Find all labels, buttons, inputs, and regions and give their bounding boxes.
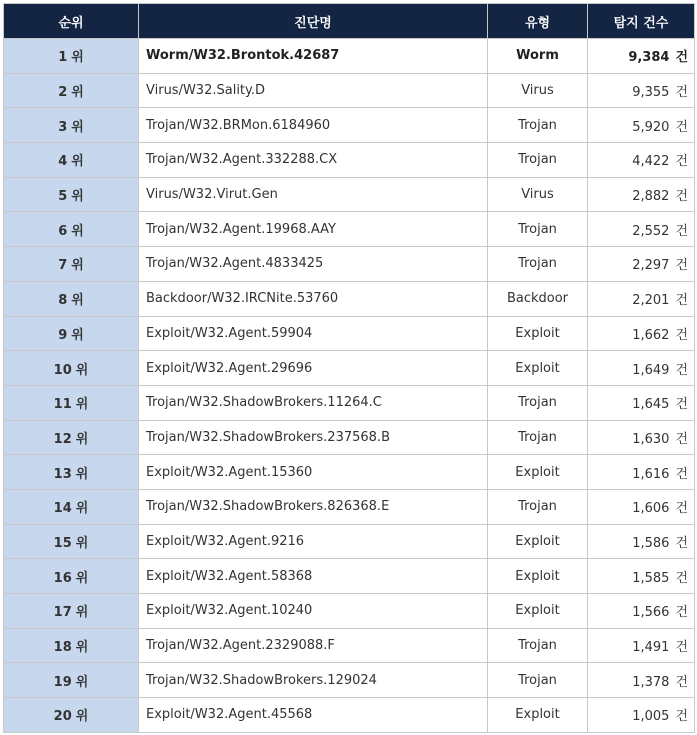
rank-suffix: 위 [71, 327, 84, 343]
rank-cell [4, 559, 139, 594]
table-row [4, 594, 695, 629]
rank-number: 3 [58, 119, 68, 135]
rank-suffix: 위 [75, 709, 89, 725]
rank-number: 5 [58, 189, 68, 205]
detection-ranking-table [3, 3, 695, 733]
rank-suffix: 위 [75, 674, 89, 690]
detection-count-cell [588, 177, 695, 212]
table-row [4, 351, 695, 386]
count-value: 5,920 [632, 119, 670, 135]
malware-type-cell: Trojan [488, 143, 588, 178]
detection-name-cell: Trojan/W32.ShadowBrokers.11264.C [139, 385, 488, 420]
rank-number: 15 [53, 535, 72, 551]
count-unit: 건 [675, 674, 688, 690]
rank-cell [4, 177, 139, 212]
table-header [4, 4, 695, 39]
malware-type-cell: Trojan [488, 108, 588, 143]
table-row [4, 177, 695, 212]
rank-number: 20 [53, 709, 72, 725]
table-row [4, 247, 695, 282]
rank-number: 17 [53, 605, 72, 621]
rank-suffix: 위 [71, 189, 84, 205]
rank-number: 13 [53, 466, 72, 482]
header-rank: 순위 [4, 4, 139, 39]
rank-number: 4 [58, 154, 68, 170]
detection-count-cell [588, 524, 695, 559]
table-row [4, 212, 695, 247]
rank-suffix: 위 [71, 85, 84, 101]
count-unit: 건 [675, 50, 688, 66]
detection-name-cell: Trojan/W32.Agent.332288.CX [139, 143, 488, 178]
detection-name-cell: Trojan/W32.Agent.4833425 [139, 247, 488, 282]
count-value: 4,422 [632, 154, 670, 170]
rank-cell [4, 281, 139, 316]
count-unit: 건 [675, 258, 688, 274]
table-row [4, 420, 695, 455]
malware-type-cell: Exploit [488, 524, 588, 559]
count-value: 9,355 [632, 85, 670, 101]
rank-number: 1 [58, 50, 68, 66]
detection-name-cell: Virus/W32.Sality.D [139, 73, 488, 108]
count-unit: 건 [675, 154, 688, 170]
detection-name-cell: Trojan/W32.BRMon.6184960 [139, 108, 488, 143]
detection-count-cell [588, 143, 695, 178]
detection-name-cell: Exploit/W32.Agent.45568 [139, 698, 488, 733]
detection-count-cell [588, 420, 695, 455]
header-type: 유형 [488, 4, 588, 39]
rank-cell [4, 351, 139, 386]
rank-suffix: 위 [75, 501, 89, 517]
detection-count-cell [588, 385, 695, 420]
rank-cell [4, 247, 139, 282]
rank-suffix: 위 [75, 362, 89, 378]
rank-number: 6 [58, 223, 68, 239]
count-unit: 건 [675, 501, 688, 517]
rank-suffix: 위 [71, 223, 84, 239]
count-value: 9,384 [628, 50, 670, 66]
detection-name-cell: Trojan/W32.Agent.19968.AAY [139, 212, 488, 247]
count-value: 1,662 [632, 327, 670, 343]
malware-type-cell: Exploit [488, 455, 588, 490]
detection-name-cell: Exploit/W32.Agent.29696 [139, 351, 488, 386]
count-value: 1,005 [632, 709, 670, 725]
count-value: 1,491 [632, 640, 670, 656]
table-row [4, 143, 695, 178]
detection-name-cell: Trojan/W32.ShadowBrokers.237568.B [139, 420, 488, 455]
count-unit: 건 [675, 570, 688, 586]
header-count: 탐지 건수 [588, 4, 695, 39]
count-value: 1,616 [632, 466, 670, 482]
detection-count-cell [588, 698, 695, 733]
detection-name-cell: Exploit/W32.Agent.58368 [139, 559, 488, 594]
table-row [4, 316, 695, 351]
rank-number: 10 [53, 362, 72, 378]
detection-name-cell: Trojan/W32.ShadowBrokers.129024 [139, 663, 488, 698]
count-unit: 건 [675, 535, 688, 551]
rank-cell [4, 455, 139, 490]
rank-number: 12 [53, 431, 72, 447]
rank-cell [4, 316, 139, 351]
table-row [4, 663, 695, 698]
table-row [4, 281, 695, 316]
malware-type-cell: Backdoor [488, 281, 588, 316]
header-row [4, 4, 695, 39]
rank-suffix: 위 [71, 258, 84, 274]
rank-suffix: 위 [75, 466, 89, 482]
count-value: 2,882 [632, 189, 670, 205]
table-body [4, 39, 695, 733]
rank-suffix: 위 [71, 154, 84, 170]
rank-cell [4, 489, 139, 524]
rank-number: 9 [58, 327, 68, 343]
detection-name-cell: Virus/W32.Virut.Gen [139, 177, 488, 212]
count-value: 1,566 [632, 605, 670, 621]
detection-count-cell [588, 455, 695, 490]
rank-suffix: 위 [75, 570, 89, 586]
detection-count-cell [588, 489, 695, 524]
detection-count-cell [588, 281, 695, 316]
malware-type-cell: Virus [488, 177, 588, 212]
detection-count-cell [588, 559, 695, 594]
count-unit: 건 [675, 189, 688, 205]
rank-number: 19 [53, 674, 72, 690]
table-row [4, 455, 695, 490]
rank-cell [4, 143, 139, 178]
table-row [4, 489, 695, 524]
detection-name-cell: Trojan/W32.Agent.2329088.F [139, 628, 488, 663]
table-row [4, 108, 695, 143]
rank-cell [4, 594, 139, 629]
rank-cell [4, 39, 139, 74]
rank-number: 8 [58, 293, 68, 309]
malware-type-cell: Trojan [488, 247, 588, 282]
malware-type-cell: Exploit [488, 316, 588, 351]
detection-count-cell [588, 108, 695, 143]
rank-suffix: 위 [75, 605, 89, 621]
detection-count-cell [588, 628, 695, 663]
count-value: 2,552 [632, 223, 670, 239]
count-unit: 건 [675, 327, 688, 343]
malware-type-cell: Exploit [488, 351, 588, 386]
count-unit: 건 [675, 709, 688, 725]
count-unit: 건 [675, 119, 688, 135]
table-row [4, 698, 695, 733]
header-name: 진단명 [139, 4, 488, 39]
rank-cell [4, 420, 139, 455]
detection-name-cell: Exploit/W32.Agent.59904 [139, 316, 488, 351]
count-unit: 건 [675, 293, 688, 309]
count-value: 1,586 [632, 535, 670, 551]
detection-count-cell [588, 73, 695, 108]
detection-count-cell [588, 594, 695, 629]
malware-type-cell: Virus [488, 73, 588, 108]
count-value: 2,201 [632, 293, 670, 309]
rank-number: 18 [53, 640, 72, 656]
detection-name-cell: Trojan/W32.ShadowBrokers.826368.E [139, 489, 488, 524]
malware-type-cell: Trojan [488, 663, 588, 698]
detection-count-cell [588, 212, 695, 247]
count-unit: 건 [675, 362, 688, 378]
detection-count-cell [588, 663, 695, 698]
table-row [4, 628, 695, 663]
rank-number: 16 [53, 570, 72, 586]
count-value: 1,645 [632, 397, 670, 413]
table-row [4, 39, 695, 74]
rank-cell [4, 385, 139, 420]
malware-type-cell: Exploit [488, 698, 588, 733]
detection-count-cell [588, 39, 695, 74]
malware-type-cell: Trojan [488, 489, 588, 524]
detection-name-cell: Backdoor/W32.IRCNite.53760 [139, 281, 488, 316]
rank-suffix: 위 [75, 535, 89, 551]
count-unit: 건 [675, 223, 688, 239]
table-row [4, 559, 695, 594]
rank-cell [4, 212, 139, 247]
detection-name-cell: Worm/W32.Brontok.42687 [139, 39, 488, 74]
rank-suffix: 위 [71, 293, 84, 309]
count-value: 1,585 [632, 570, 670, 586]
count-unit: 건 [675, 397, 688, 413]
detection-count-cell [588, 247, 695, 282]
table-row [4, 524, 695, 559]
count-value: 1,606 [632, 501, 670, 517]
table-row [4, 385, 695, 420]
count-unit: 건 [675, 605, 688, 621]
malware-type-cell: Exploit [488, 594, 588, 629]
rank-suffix: 위 [75, 431, 89, 447]
rank-number: 7 [58, 258, 68, 274]
rank-cell [4, 73, 139, 108]
detection-name-cell: Exploit/W32.Agent.15360 [139, 455, 488, 490]
count-unit: 건 [675, 85, 688, 101]
table-row [4, 73, 695, 108]
count-value: 1,649 [632, 362, 670, 378]
rank-cell [4, 108, 139, 143]
count-unit: 건 [675, 466, 688, 482]
rank-cell [4, 663, 139, 698]
rank-number: 2 [58, 85, 68, 101]
malware-type-cell: Trojan [488, 628, 588, 663]
rank-suffix: 위 [71, 119, 84, 135]
detection-name-cell: Exploit/W32.Agent.10240 [139, 594, 488, 629]
rank-suffix: 위 [75, 397, 89, 413]
rank-suffix: 위 [75, 640, 89, 656]
count-value: 1,378 [632, 674, 670, 690]
detection-count-cell [588, 316, 695, 351]
count-value: 2,297 [632, 258, 670, 274]
rank-number: 11 [53, 397, 72, 413]
rank-cell [4, 698, 139, 733]
rank-cell [4, 524, 139, 559]
count-unit: 건 [675, 431, 688, 447]
malware-type-cell: Exploit [488, 559, 588, 594]
count-value: 1,630 [632, 431, 670, 447]
malware-type-cell: Trojan [488, 212, 588, 247]
rank-cell [4, 628, 139, 663]
malware-type-cell: Trojan [488, 420, 588, 455]
detection-count-cell [588, 351, 695, 386]
rank-suffix: 위 [71, 50, 84, 66]
detection-name-cell: Exploit/W32.Agent.9216 [139, 524, 488, 559]
count-unit: 건 [675, 640, 688, 656]
malware-type-cell: Trojan [488, 385, 588, 420]
rank-number: 14 [53, 501, 72, 517]
malware-type-cell: Worm [488, 39, 588, 74]
